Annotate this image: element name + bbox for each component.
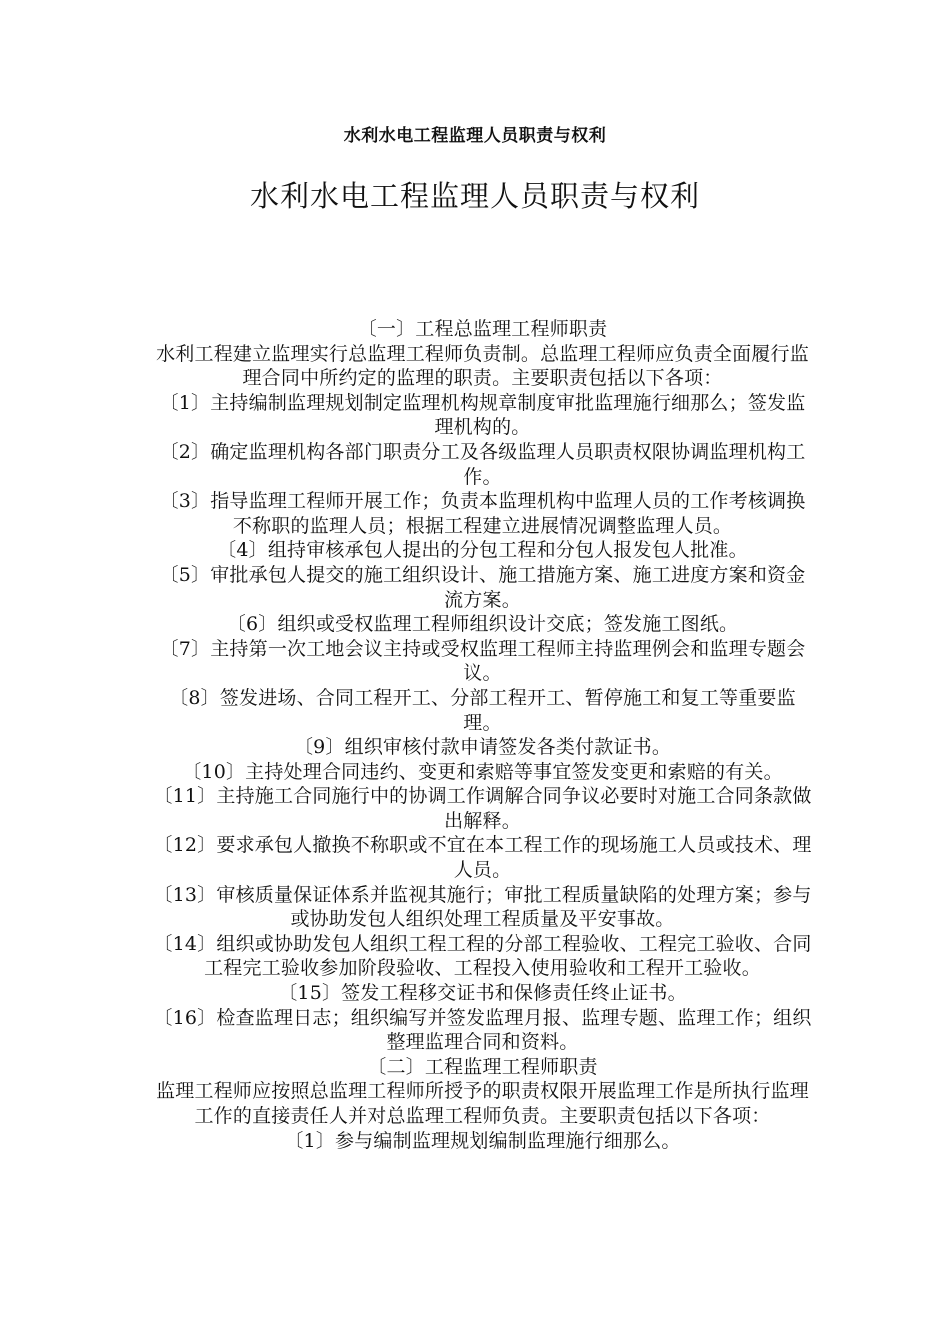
list-item: 〔16〕检查监理日志；组织编写并签发监理月报、监理专题、监理工作；组织整理监理合同和资料。: [153, 1006, 812, 1054]
list-item: 〔6〕组织或受权监理工程师组织设计交底；签发施工图纸。: [226, 613, 739, 636]
section-heading-2: 〔二〕工程监理工程师职责: [367, 1055, 598, 1078]
list-item: 〔12〕要求承包人撤换不称职或不宜在本工程工作的现场施工人员或技术、理人员。: [153, 834, 812, 882]
list-item: 〔15〕签发工程移交证书和保修责任终止证书。: [278, 982, 687, 1005]
document-body: [150, 317, 815, 1153]
paragraph-intro-2: 监理工程师应按照总监理工程师所授予的职责权限开展监理工作是所执行监理工作的直接责任人并对总监理工程师负责。主要职责包括以下各项：: [156, 1080, 809, 1127]
list-item: 〔14〕组织或协助发包人组织工程工程的分部工程验收、工程完工验收、合同工程完工验收参加阶段验收、工程投入使用验收和工程开工验收。: [153, 932, 812, 980]
list-item: 〔1〕参与编制监理规划编制监理施行细那么。: [284, 1129, 681, 1152]
section-heading-1: 〔一〕工程总监理工程师职责: [357, 318, 608, 340]
list-item: 〔5〕审批承包人提交的施工组织设计、施工措施方案、施工进度方案和资金流方案。: [159, 563, 806, 611]
list-item: 〔11〕主持施工合同施行中的协调工作调解合同争议必要时对施工合同条款做出解释。: [153, 785, 812, 832]
main-title: 水利水电工程监理人员职责与权利: [249, 179, 700, 213]
list-item: 〔2〕确定监理机构各部门职责分工及各级监理人员职责权限协调监理机构工作。: [159, 440, 806, 488]
list-item: 〔9〕组织审核付款申请签发各类付款证书。: [293, 736, 672, 759]
header-title: 水利水电工程监理人员职责与权利: [343, 126, 607, 146]
list-item: 〔7〕主持第一次工地会议主持或受权监理工程师主持监理例会和监理专题会议。: [159, 637, 806, 685]
list-item: 〔8〕签发进场、合同工程开工、分部工程开工、暂停施工和复工等重要监理。: [169, 686, 796, 734]
list-item: 〔13〕审核质量保证体系并监视其施行；审批工程质量缺陷的处理方案；参与或协助发包人组织处理工程质量及平安事故。: [153, 883, 812, 931]
list-item: 〔10〕主持处理合同违约、变更和索赔等事宜签发变更和索赔的有关。: [182, 760, 783, 783]
list-item: 〔1〕主持编制监理规划制定监理机构规章制度审批监理施行细那么；签发监理机构的。: [159, 391, 806, 439]
list-item: 〔4〕组持审核承包人提出的分包工程和分包人报发包人批准。: [217, 539, 748, 562]
paragraph-intro-1: 水利工程建立监理实行总监理工程师负责制。总监理工程师应负责全面履行监理合同中所约定的监理的职责。主要职责包括以下各项：: [156, 342, 809, 390]
list-item: 〔3〕指导监理工程师开展工作；负责本监理机构中监理人员的工作考核调换不称职的监理人员；根据工程建立进展情况调整监理人员。: [159, 490, 806, 537]
